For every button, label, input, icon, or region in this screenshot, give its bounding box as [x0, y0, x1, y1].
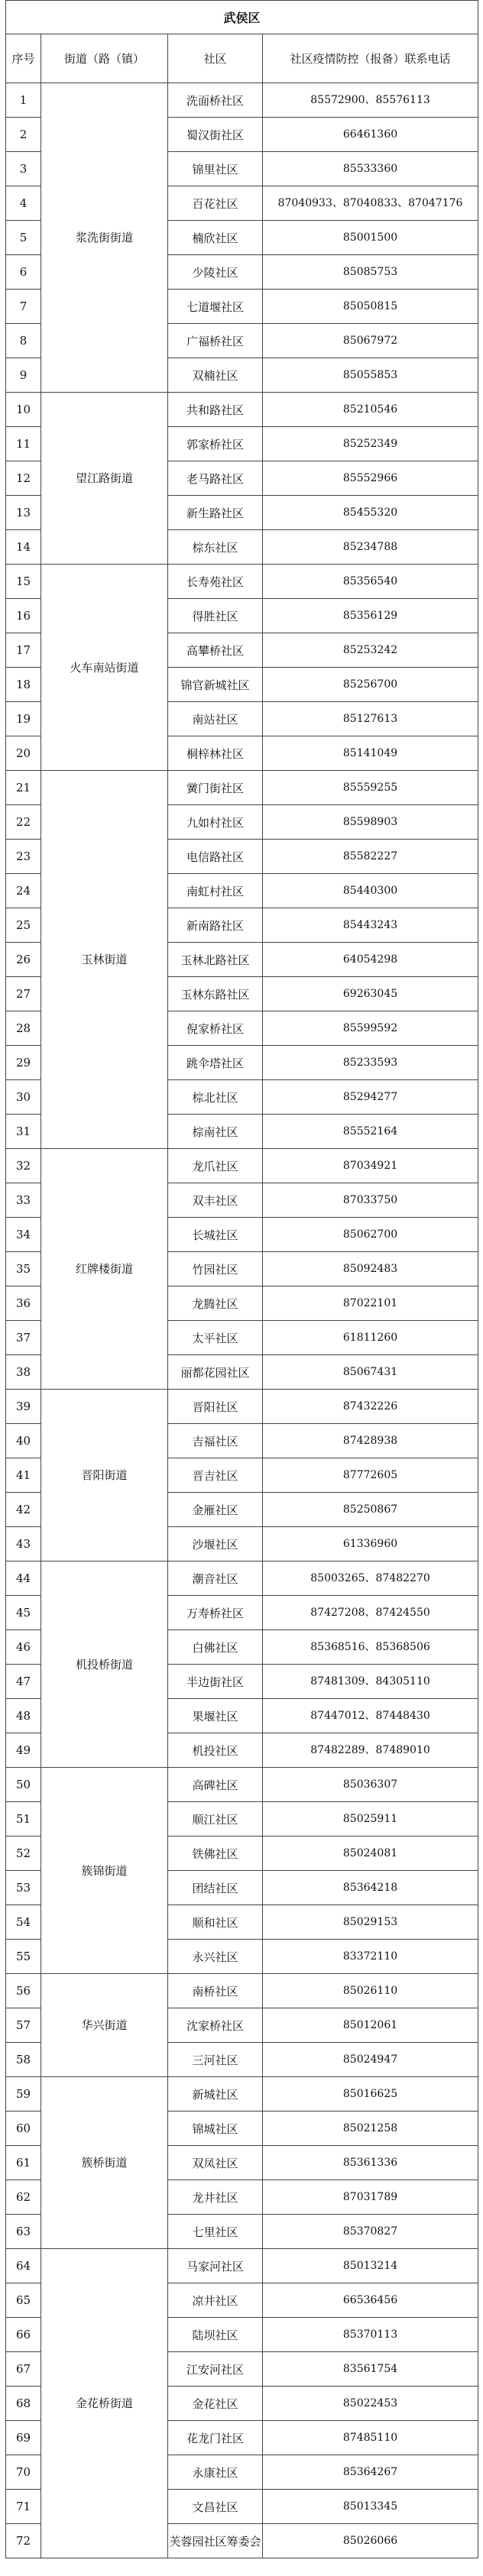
community-name: 永兴社区	[168, 1940, 263, 1974]
community-phone: 87033750	[263, 1183, 478, 1218]
row-index: 4	[6, 186, 41, 221]
row-index: 9	[6, 358, 41, 393]
community-name: 半边街社区	[168, 1665, 263, 1699]
community-phone: 85092483	[263, 1252, 478, 1286]
table-row	[6, 2077, 478, 2112]
community-phone: 85026110	[263, 1974, 478, 2008]
community-phone: 85533360	[263, 152, 478, 186]
row-index: 29	[6, 1046, 41, 1080]
community-name: 果堰社区	[168, 1699, 263, 1733]
community-phone: 85356129	[263, 599, 478, 633]
table-row	[6, 393, 478, 427]
community-phone: 85253242	[263, 633, 478, 668]
table-row	[6, 2249, 478, 2283]
community-phone: 85050815	[263, 290, 478, 324]
community-name: 南桥社区	[168, 1974, 263, 2008]
district-title: 武侯区	[6, 1, 478, 34]
community-phone: 85001500	[263, 221, 478, 255]
row-index: 54	[6, 1905, 41, 1940]
community-phone: 85022453	[263, 2387, 478, 2421]
community-name: 洗面桥社区	[168, 83, 263, 118]
row-index: 44	[6, 1561, 41, 1596]
community-name: 丽都花园社区	[168, 1355, 263, 1390]
community-name: 老马路社区	[168, 461, 263, 496]
row-index: 20	[6, 736, 41, 771]
table-row	[6, 1974, 478, 2008]
street-name: 火车南站街道	[41, 565, 168, 771]
community-phone: 87022101	[263, 1286, 478, 1321]
row-index: 3	[6, 152, 41, 186]
community-phone: 85370113	[263, 2318, 478, 2352]
community-name: 锦里社区	[168, 152, 263, 186]
community-phone: 85233593	[263, 1046, 478, 1080]
table-row	[6, 771, 478, 805]
community-phone: 85234788	[263, 530, 478, 565]
community-phone: 87034921	[263, 1149, 478, 1183]
row-index: 56	[6, 1974, 41, 2008]
community-phone: 85141049	[263, 736, 478, 771]
community-name: 玉林北路社区	[168, 943, 263, 977]
community-name: 凉井社区	[168, 2283, 263, 2318]
row-index: 69	[6, 2421, 41, 2455]
community-phone: 85552164	[263, 1115, 478, 1149]
row-index: 35	[6, 1252, 41, 1286]
community-phone: 66536456	[263, 2283, 478, 2318]
community-name: 双丰社区	[168, 1183, 263, 1218]
row-index: 10	[6, 393, 41, 427]
community-name: 棕北社区	[168, 1080, 263, 1115]
row-index: 40	[6, 1424, 41, 1458]
community-phone: 85250867	[263, 1493, 478, 1527]
row-index: 65	[6, 2283, 41, 2318]
community-name: 锦官新城社区	[168, 668, 263, 702]
row-index: 38	[6, 1355, 41, 1390]
community-phone: 85210546	[263, 393, 478, 427]
community-name: 万寿桥社区	[168, 1596, 263, 1630]
row-index: 23	[6, 840, 41, 874]
row-index: 67	[6, 2352, 41, 2387]
community-name: 沈家桥社区	[168, 2008, 263, 2043]
title-row	[6, 1, 478, 34]
row-index: 49	[6, 1733, 41, 1768]
street-name: 金花桥街道	[41, 2249, 168, 2558]
row-index: 34	[6, 1218, 41, 1252]
community-name: 共和路社区	[168, 393, 263, 427]
community-phone: 85361336	[263, 2146, 478, 2180]
community-name: 蜀汉街社区	[168, 118, 263, 152]
community-phone: 87485110	[263, 2421, 478, 2455]
community-phone: 85364218	[263, 1871, 478, 1905]
community-phone: 61811260	[263, 1321, 478, 1355]
community-phone: 85003265、87482270	[263, 1561, 478, 1596]
community-phone: 85024947	[263, 2043, 478, 2077]
community-name: 双楠社区	[168, 358, 263, 393]
community-phone: 87428938	[263, 1424, 478, 1458]
community-name: 陆坝社区	[168, 2318, 263, 2352]
table-row	[6, 1149, 478, 1183]
community-name: 龙井社区	[168, 2180, 263, 2215]
header-community: 社区	[168, 34, 263, 83]
community-name: 九如村社区	[168, 805, 263, 840]
row-index: 15	[6, 565, 41, 599]
community-name: 高碑社区	[168, 1768, 263, 1802]
row-index: 46	[6, 1630, 41, 1665]
community-phone: 85024081	[263, 1837, 478, 1871]
table-row	[6, 1390, 478, 1424]
row-index: 57	[6, 2008, 41, 2043]
community-phone: 85026066	[263, 2524, 478, 2558]
street-name: 华兴街道	[41, 1974, 168, 2077]
row-index: 45	[6, 1596, 41, 1630]
community-phone: 85127613	[263, 702, 478, 736]
row-index: 13	[6, 496, 41, 530]
community-name: 新生路社区	[168, 496, 263, 530]
community-name: 晋吉社区	[168, 1458, 263, 1493]
community-name: 顺和社区	[168, 1905, 263, 1940]
row-index: 39	[6, 1390, 41, 1424]
community-name: 棕东社区	[168, 530, 263, 565]
community-name: 太平社区	[168, 1321, 263, 1355]
row-index: 21	[6, 771, 41, 805]
community-phone: 85013214	[263, 2249, 478, 2283]
community-phone: 64054298	[263, 943, 478, 977]
row-index: 51	[6, 1802, 41, 1837]
row-index: 22	[6, 805, 41, 840]
row-index: 66	[6, 2318, 41, 2352]
community-name: 棕南社区	[168, 1115, 263, 1149]
community-name: 江安河社区	[168, 2352, 263, 2387]
row-index: 63	[6, 2215, 41, 2249]
street-name: 晋阳街道	[41, 1390, 168, 1561]
community-phone: 87481309、84305110	[263, 1665, 478, 1699]
community-phone: 85440300	[263, 874, 478, 908]
row-index: 47	[6, 1665, 41, 1699]
row-index: 61	[6, 2146, 41, 2180]
community-phone: 85364267	[263, 2455, 478, 2490]
community-phone: 85021258	[263, 2112, 478, 2146]
community-phone: 85252349	[263, 427, 478, 461]
community-phone: 85572900、85576113	[263, 83, 478, 118]
community-phone: 85013345	[263, 2490, 478, 2524]
community-name: 桐梓林社区	[168, 736, 263, 771]
community-name: 新南路社区	[168, 908, 263, 943]
community-name: 龙腾社区	[168, 1286, 263, 1321]
community-name: 双凤社区	[168, 2146, 263, 2180]
community-name: 跳伞塔社区	[168, 1046, 263, 1080]
community-name: 倪家桥社区	[168, 1011, 263, 1046]
community-name: 芙蓉园社区筹委会	[168, 2524, 263, 2558]
street-name: 浆洗街街道	[41, 83, 168, 393]
community-name: 百花社区	[168, 186, 263, 221]
row-index: 62	[6, 2180, 41, 2215]
row-index: 64	[6, 2249, 41, 2283]
community-name: 楠欣社区	[168, 221, 263, 255]
community-name: 锦城社区	[168, 2112, 263, 2146]
row-index: 55	[6, 1940, 41, 1974]
community-name: 吉福社区	[168, 1424, 263, 1458]
community-phone: 85067972	[263, 324, 478, 358]
community-name: 白佛社区	[168, 1630, 263, 1665]
row-index: 70	[6, 2455, 41, 2490]
community-name: 南站社区	[168, 702, 263, 736]
community-phone: 85455320	[263, 496, 478, 530]
community-phone: 87432226	[263, 1390, 478, 1424]
street-name: 簇锦街道	[41, 1768, 168, 1974]
community-name: 花龙门社区	[168, 2421, 263, 2455]
community-name: 郭家桥社区	[168, 427, 263, 461]
community-phone: 85370827	[263, 2215, 478, 2249]
row-index: 11	[6, 427, 41, 461]
community-phone: 85085753	[263, 255, 478, 290]
community-phone: 85012061	[263, 2008, 478, 2043]
header-street: 街道（路（镇）	[41, 34, 168, 83]
community-name: 七里社区	[168, 2215, 263, 2249]
row-index: 53	[6, 1871, 41, 1905]
community-name: 晋阳社区	[168, 1390, 263, 1424]
row-index: 18	[6, 668, 41, 702]
table-row	[6, 565, 478, 599]
community-phone: 87040933、87040833、87047176	[263, 186, 478, 221]
row-index: 68	[6, 2387, 41, 2421]
community-name: 少陵社区	[168, 255, 263, 290]
row-index: 6	[6, 255, 41, 290]
community-name: 广福桥社区	[168, 324, 263, 358]
row-index: 2	[6, 118, 41, 152]
community-phone: 85368516、85368506	[263, 1630, 478, 1665]
header-index: 序号	[6, 34, 41, 83]
community-phone: 87772605	[263, 1458, 478, 1493]
community-phone: 85356540	[263, 565, 478, 599]
community-phone: 69263045	[263, 977, 478, 1011]
row-index: 36	[6, 1286, 41, 1321]
table-row	[6, 1561, 478, 1596]
community-name: 七道堰社区	[168, 290, 263, 324]
row-index: 25	[6, 908, 41, 943]
header-phone: 社区疫情防控（报备）联系电话	[263, 34, 478, 83]
row-index: 48	[6, 1699, 41, 1733]
community-name: 南虹村社区	[168, 874, 263, 908]
community-name: 永康社区	[168, 2455, 263, 2490]
community-name: 金花社区	[168, 2387, 263, 2421]
community-phone: 87482289、87489010	[263, 1733, 478, 1768]
row-index: 30	[6, 1080, 41, 1115]
row-index: 33	[6, 1183, 41, 1218]
community-name: 得胜社区	[168, 599, 263, 633]
community-phone: 85029153	[263, 1905, 478, 1940]
community-name: 新城社区	[168, 2077, 263, 2112]
community-phone: 85036307	[263, 1768, 478, 1802]
community-phone: 85055853	[263, 358, 478, 393]
row-index: 42	[6, 1493, 41, 1527]
community-phone: 66461360	[263, 118, 478, 152]
community-name: 长城社区	[168, 1218, 263, 1252]
row-index: 43	[6, 1527, 41, 1561]
row-index: 37	[6, 1321, 41, 1355]
row-index: 58	[6, 2043, 41, 2077]
row-index: 7	[6, 290, 41, 324]
row-index: 14	[6, 530, 41, 565]
community-phone: 87447012、87448430	[263, 1699, 478, 1733]
community-phone: 85599592	[263, 1011, 478, 1046]
header-row	[6, 34, 478, 83]
street-name: 玉林街道	[41, 771, 168, 1149]
community-phone: 85067431	[263, 1355, 478, 1390]
row-index: 28	[6, 1011, 41, 1046]
row-index: 50	[6, 1768, 41, 1802]
row-index: 71	[6, 2490, 41, 2524]
community-phone: 85025911	[263, 1802, 478, 1837]
community-name: 高攀桥社区	[168, 633, 263, 668]
community-phone: 87427208、87424550	[263, 1596, 478, 1630]
community-name: 潮音社区	[168, 1561, 263, 1596]
community-phone: 85582227	[263, 840, 478, 874]
community-phone: 85559255	[263, 771, 478, 805]
community-name: 顺江社区	[168, 1802, 263, 1837]
community-phone: 85016625	[263, 2077, 478, 2112]
table-row	[6, 1768, 478, 1802]
row-index: 52	[6, 1837, 41, 1871]
community-name: 玉林东路社区	[168, 977, 263, 1011]
community-name: 黉门街社区	[168, 771, 263, 805]
street-name: 簇桥街道	[41, 2077, 168, 2249]
row-index: 72	[6, 2524, 41, 2558]
row-index: 1	[6, 83, 41, 118]
community-phone: 85598903	[263, 805, 478, 840]
row-index: 26	[6, 943, 41, 977]
community-name: 竹园社区	[168, 1252, 263, 1286]
row-index: 16	[6, 599, 41, 633]
community-phone: 85256700	[263, 668, 478, 702]
community-phone: 87031789	[263, 2180, 478, 2215]
community-phone: 83561754	[263, 2352, 478, 2387]
community-name: 沙堰社区	[168, 1527, 263, 1561]
community-name: 马家河社区	[168, 2249, 263, 2283]
row-index: 59	[6, 2077, 41, 2112]
community-name: 机投社区	[168, 1733, 263, 1768]
community-name: 长寿苑社区	[168, 565, 263, 599]
row-index: 41	[6, 1458, 41, 1493]
row-index: 24	[6, 874, 41, 908]
community-phone: 83372110	[263, 1940, 478, 1974]
community-name: 龙爪社区	[168, 1149, 263, 1183]
community-phone: 85062700	[263, 1218, 478, 1252]
row-index: 8	[6, 324, 41, 358]
community-name: 金雁社区	[168, 1493, 263, 1527]
table-row	[6, 83, 478, 118]
community-name: 三河社区	[168, 2043, 263, 2077]
community-phone: 85552966	[263, 461, 478, 496]
community-name: 文昌社区	[168, 2490, 263, 2524]
community-phone: 85294277	[263, 1080, 478, 1115]
community-phone-table	[5, 0, 478, 2558]
row-index: 5	[6, 221, 41, 255]
community-phone: 85443243	[263, 908, 478, 943]
community-name: 团结社区	[168, 1871, 263, 1905]
row-index: 17	[6, 633, 41, 668]
row-index: 12	[6, 461, 41, 496]
row-index: 32	[6, 1149, 41, 1183]
row-index: 60	[6, 2112, 41, 2146]
row-index: 27	[6, 977, 41, 1011]
community-name: 铁佛社区	[168, 1837, 263, 1871]
row-index: 19	[6, 702, 41, 736]
street-name: 望江路街道	[41, 393, 168, 565]
row-index: 31	[6, 1115, 41, 1149]
community-name: 电信路社区	[168, 840, 263, 874]
street-name: 机投桥街道	[41, 1561, 168, 1768]
community-phone: 61336960	[263, 1527, 478, 1561]
street-name: 红牌楼街道	[41, 1149, 168, 1390]
